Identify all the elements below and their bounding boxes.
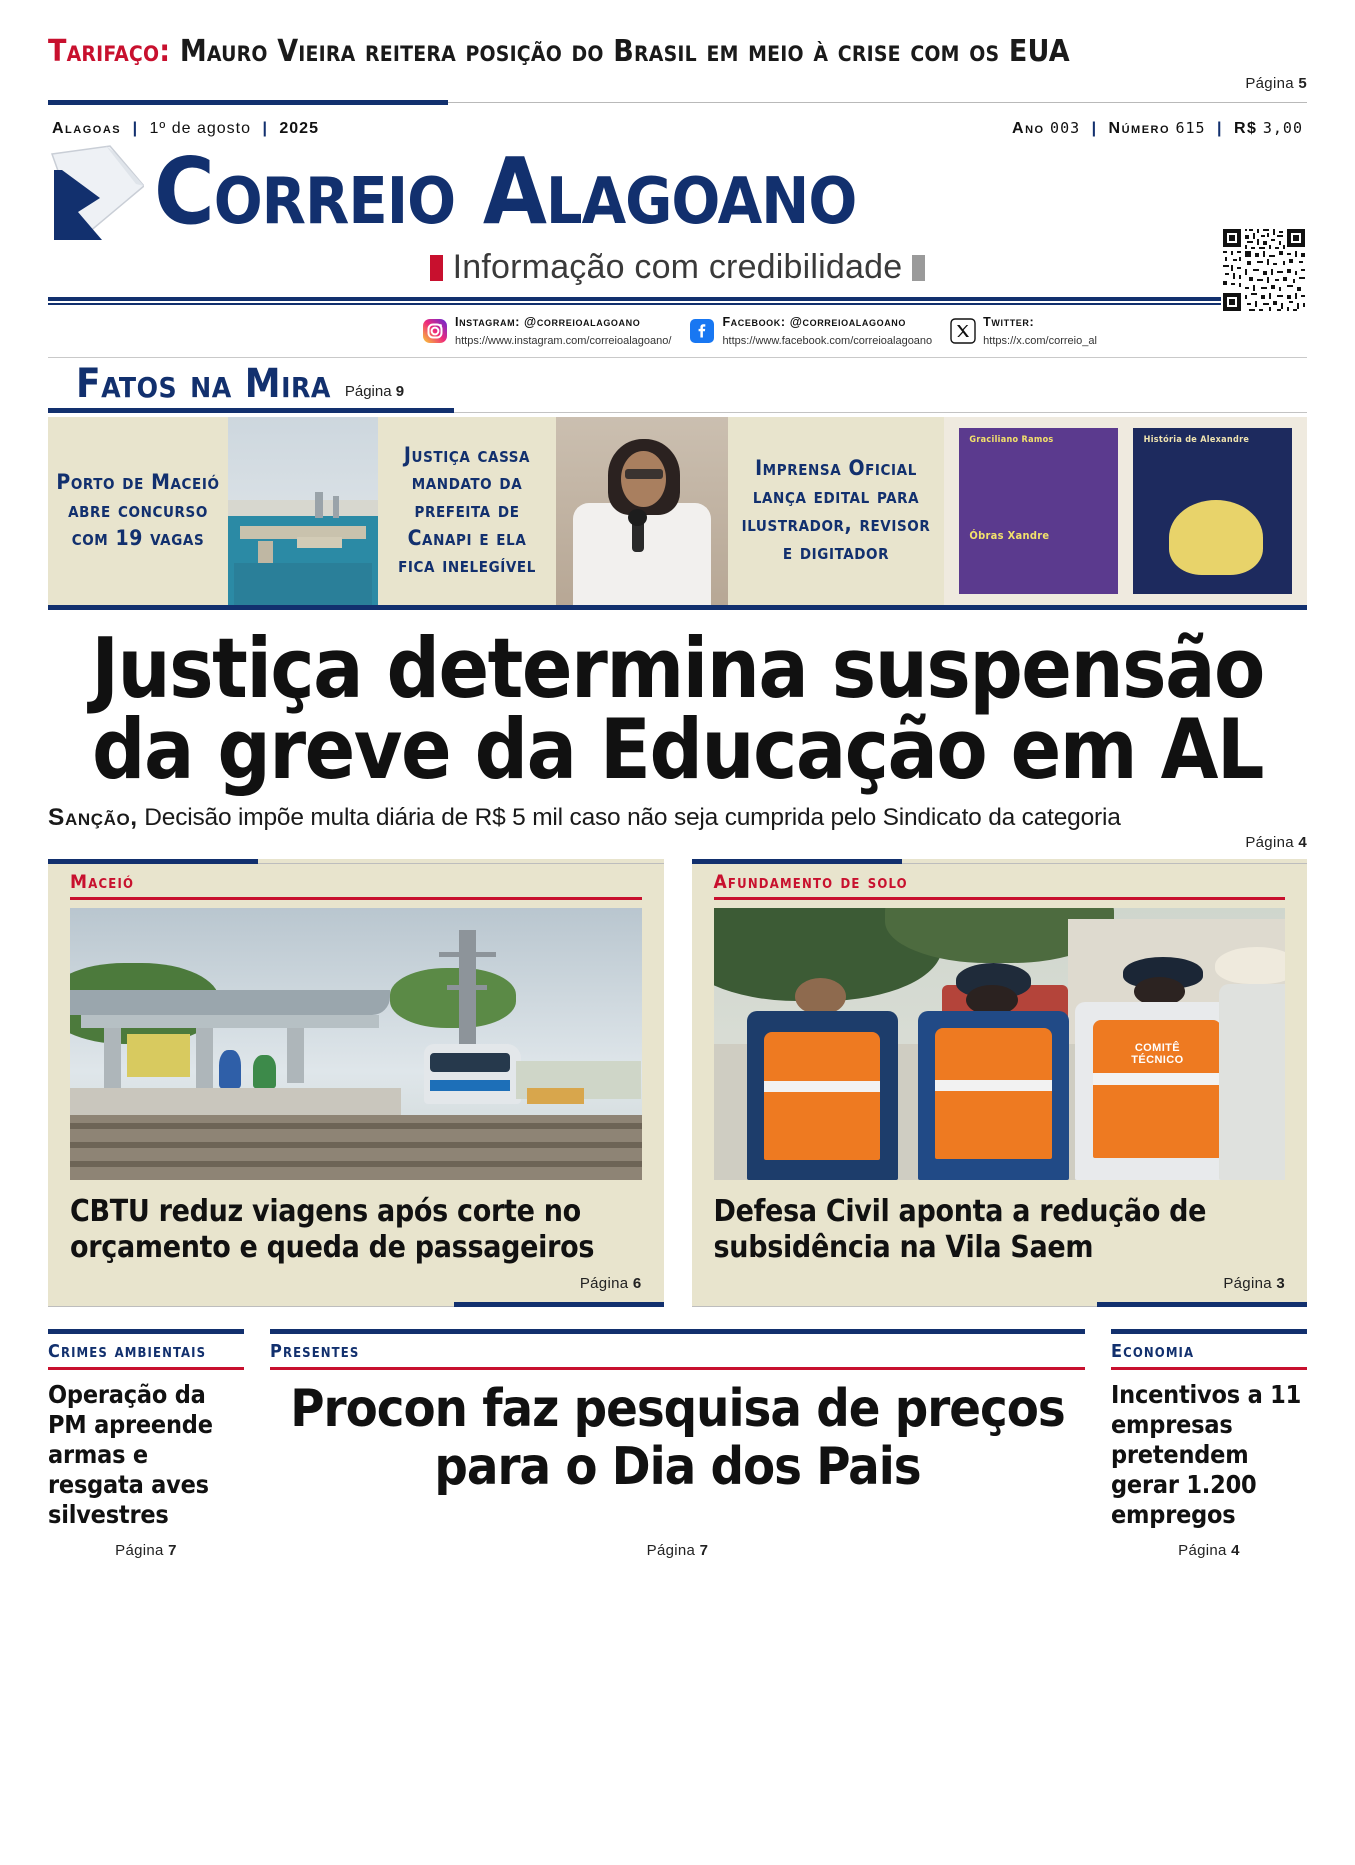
page-number: 5 <box>1298 75 1307 92</box>
social-link-twitter[interactable] <box>950 313 1097 349</box>
dateline-state: Alagoas <box>52 120 122 137</box>
page-label: Página <box>1245 75 1294 92</box>
twitter-network-label: Twitter: <box>983 315 1035 329</box>
card-2-kicker-rule <box>714 897 1286 900</box>
lead-headline-line-2: da greve da Educação em AL <box>92 701 1263 799</box>
bottom-1-headline: Operação da PM apreende armas e resgata aves silvestres <box>48 1380 213 1530</box>
bottom-1-page-label: Página <box>115 1542 164 1560</box>
dateline-date: 1º de agosto <box>149 120 251 137</box>
issue-year-label: Ano <box>1012 120 1045 137</box>
card-1-bottom-divider <box>48 1302 664 1307</box>
dateline-year: 2025 <box>279 120 319 137</box>
lead-page-label: Página <box>1245 834 1294 852</box>
card-2-page-ref <box>692 1275 1308 1302</box>
issue-year-value: 003 <box>1050 119 1081 137</box>
bottom-1-page-ref <box>48 1530 244 1559</box>
fatos-na-mira-title: Fatos na Mira <box>76 360 331 407</box>
card-1-kicker-rule <box>70 897 642 900</box>
bottom-3-kicker-rule <box>1111 1367 1307 1370</box>
instagram-url[interactable]: https://www.instagram.com/correioalagoano/ <box>455 334 672 347</box>
bottom-2-kicker-rule <box>270 1367 1085 1370</box>
secondary-stories <box>48 859 1307 1307</box>
book-art-left-title: Graciliano Ramos <box>969 434 1054 445</box>
social-network-label <box>455 315 640 329</box>
x-twitter-icon <box>950 318 976 344</box>
card-2-headline: Defesa Civil aponta a redução de subsidência na Vila Saem <box>713 1194 1207 1265</box>
card-1-kicker: Maceió <box>70 871 135 894</box>
masthead-divider-thick <box>48 297 1307 301</box>
bottom-1-kicker-rule <box>48 1367 244 1370</box>
fatos-page-number: 9 <box>395 382 405 400</box>
lead-sub-kicker: Sanção, <box>48 804 138 832</box>
card-1-page-number: 6 <box>632 1275 642 1293</box>
lead-subheadline <box>48 804 1307 832</box>
price-value: 3,00 <box>1262 119 1303 137</box>
bottom-1-page-number: 7 <box>168 1542 177 1560</box>
story-card-maceio[interactable] <box>48 859 664 1307</box>
masthead-divider <box>48 297 1307 305</box>
card-1-photo[interactable] <box>70 908 642 1180</box>
bottom-teaser-economia[interactable] <box>1111 1329 1307 1559</box>
lead-page-ref <box>48 834 1307 851</box>
story-card-afundamento[interactable] <box>692 859 1308 1307</box>
issue-number-label: Número <box>1108 120 1171 137</box>
bottom-2-page-ref <box>270 1530 1085 1559</box>
card-2-bottom-divider <box>692 1302 1308 1307</box>
instagram-icon <box>422 318 448 344</box>
fatos-page-label: Página <box>344 382 392 400</box>
card-2-page-number: 3 <box>1276 1275 1285 1293</box>
masthead-title: Correio Alagoano <box>154 138 857 245</box>
fatos-divider-thick <box>48 408 454 413</box>
masthead-slogan-row <box>48 248 1307 287</box>
bottom-teaser-crimes-ambientais[interactable] <box>48 1329 244 1559</box>
slogan-bar-gray <box>912 255 925 281</box>
fatos-divider-thin <box>454 412 1307 413</box>
fatos-item-2-photo[interactable] <box>556 417 728 605</box>
divider-thin <box>448 102 1307 103</box>
top-teaser-line <box>48 34 1307 69</box>
card-2-kicker: Afundamento de solo <box>713 871 908 894</box>
facebook-label: Facebook: <box>722 315 786 329</box>
card-1-bottom-thick <box>454 1302 664 1307</box>
lead-headline-line-1: Justiça determina suspensão <box>91 619 1264 717</box>
card-1-headline: CBTU reduz viagens após corte no orçamento e queda de passageiros <box>70 1194 595 1265</box>
fatos-item-1-photo[interactable] <box>228 417 378 605</box>
bottom-2-page-label: Página <box>646 1542 696 1560</box>
bottom-3-page-label: Página <box>1178 1542 1227 1560</box>
lead-sub-text: Decisão impõe multa diária de R$ 5 mil caso não seja cumprida pelo Sindicato da categoria <box>144 804 1121 832</box>
fatos-item-1-text-cell[interactable] <box>48 417 228 605</box>
fatos-item-2-text-cell[interactable] <box>378 417 556 605</box>
fatos-item-3-text-cell[interactable] <box>728 417 944 605</box>
facebook-url[interactable]: https://www.facebook.com/correioalagoano <box>722 334 933 347</box>
bottom-3-page-number: 4 <box>1231 1542 1240 1560</box>
bottom-teasers <box>48 1329 1307 1559</box>
issue-sep-2: | <box>1217 120 1223 137</box>
dateline-sep-1: | <box>132 120 139 137</box>
top-teaser-headline: Mauro Vieira reitera posição do Brasil em meio à crise com os EUA <box>179 34 1070 69</box>
lead-story <box>48 610 1307 852</box>
masthead-dateline <box>52 120 319 138</box>
lead-page-number: 4 <box>1298 834 1307 852</box>
bottom-3-page-ref <box>1111 1530 1307 1559</box>
instagram-handle: @correioalagoano <box>524 315 641 329</box>
slogan-bar-red <box>430 255 443 281</box>
bottom-2-page-number: 7 <box>699 1542 709 1560</box>
book-art-left-sub: Óbras Xandre <box>969 528 1050 542</box>
top-teaser-page-ref <box>48 75 1307 92</box>
dateline-sep-2: | <box>262 120 268 137</box>
price-label: R$ <box>1233 120 1258 137</box>
book-art-right-title: História de Alexandre <box>1143 434 1250 445</box>
social-link-instagram[interactable] <box>422 313 671 349</box>
social-links-row <box>48 305 1307 358</box>
instagram-label: Instagram: <box>455 315 520 329</box>
fatos-divider <box>48 408 1307 413</box>
bottom-2-headline: Procon faz pesquisa de preços para o Dia dos Pais <box>290 1379 1065 1498</box>
bottom-1-kicker: Crimes ambientais <box>48 1341 207 1363</box>
fatos-item-3-text: Imprensa Oficial lança edital para ilustrador, revisor e digitador <box>741 456 931 564</box>
fatos-na-mira-section <box>48 358 1307 610</box>
masthead-issue-info <box>1012 119 1303 138</box>
masthead <box>48 119 1307 305</box>
newspaper-logo-icon <box>48 140 144 244</box>
facebook-network-label <box>722 315 906 329</box>
issue-number-value: 615 <box>1175 119 1206 137</box>
bottom-3-headline: Incentivos a 11 empresas pretendem gerar 1.200 empregos <box>1111 1380 1302 1530</box>
facebook-icon <box>689 318 715 344</box>
card-2-bottom-thick <box>1097 1302 1307 1307</box>
masthead-divider-thin <box>48 303 1307 305</box>
issue-sep-1: | <box>1091 120 1098 137</box>
fatos-item-3-photo[interactable] <box>944 417 1307 605</box>
card-2-photo[interactable]: COMITÊ TÉCNICO <box>714 908 1286 1180</box>
bottom-3-kicker: Economia <box>1111 1341 1195 1363</box>
card-2-page-label: Página <box>1223 1275 1272 1293</box>
facebook-handle: @correioalagoano <box>789 315 907 329</box>
fatos-item-2-text: Justiça cassa mandato da prefeita de Canapi e ela fica inelegível <box>398 442 536 578</box>
bottom-2-kicker: Presentes <box>270 1341 360 1363</box>
card-1-bottom-thin <box>48 1306 454 1307</box>
qr-code-icon[interactable] <box>1221 227 1307 313</box>
social-link-facebook[interactable] <box>689 313 932 349</box>
lead-headline <box>48 619 1307 799</box>
card-1-page-label: Página <box>579 1275 629 1293</box>
divider-thick <box>48 100 448 105</box>
twitter-url[interactable]: https://x.com/correio_al <box>983 334 1097 347</box>
masthead-slogan: Informação com credibilidade <box>452 248 903 286</box>
fatos-na-mira-page-ref <box>345 383 404 404</box>
fatos-item-1-text: Porto de Maceió abre concurso com 19 vagas <box>56 470 220 550</box>
top-teaser-strip <box>48 0 1307 105</box>
card-2-bottom-thin <box>692 1306 1098 1307</box>
fatos-na-mira-items <box>48 417 1307 605</box>
card-1-page-ref <box>48 1275 664 1302</box>
bottom-teaser-presentes[interactable] <box>270 1329 1085 1559</box>
top-divider <box>48 100 1307 105</box>
top-teaser-kicker: Tarifaço: <box>48 34 171 69</box>
